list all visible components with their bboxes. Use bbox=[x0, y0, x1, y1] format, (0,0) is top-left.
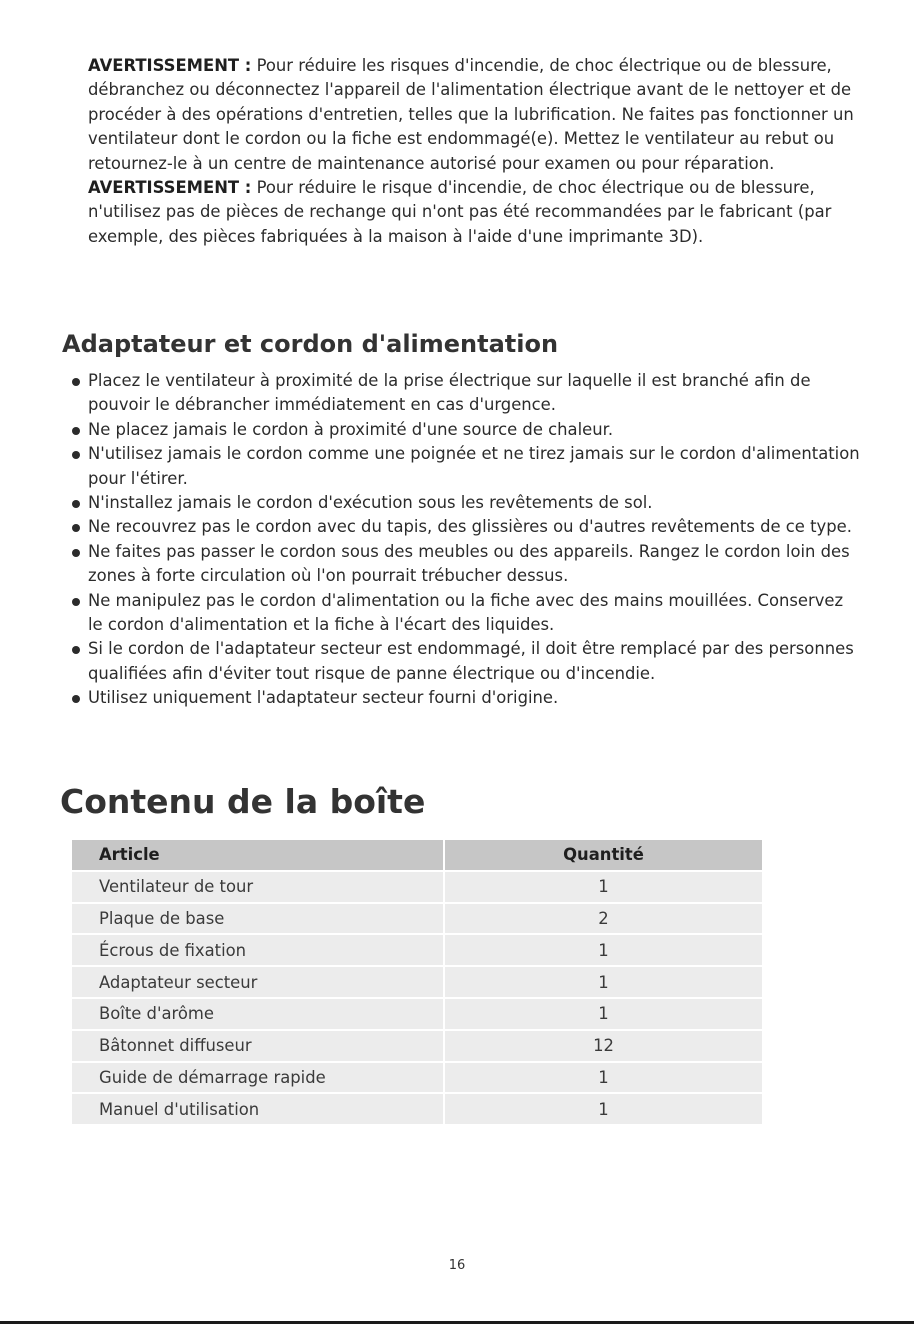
table-row bbox=[72, 1063, 762, 1093]
cell-quantity: 1 bbox=[445, 935, 762, 965]
list-item bbox=[72, 369, 862, 418]
table-row bbox=[72, 872, 762, 902]
list-item-text: Ne placez jamais le cordon à proximité d'une source de chaleur. bbox=[88, 419, 614, 439]
bullet-icon bbox=[72, 378, 80, 386]
warning-paragraph bbox=[88, 176, 868, 249]
list-item bbox=[72, 637, 862, 686]
list-item bbox=[72, 515, 862, 539]
warning-paragraph bbox=[88, 54, 868, 176]
cell-quantity: 12 bbox=[445, 1031, 762, 1061]
bullet-icon bbox=[72, 695, 80, 703]
table-header-row bbox=[72, 840, 762, 870]
column-header-quantity: Quantité bbox=[445, 840, 762, 870]
box-contents-table bbox=[70, 838, 764, 1126]
list-item-text: Si le cordon de l'adaptateur secteur est endommagé, il doit être remplacé par des personnes qualifiées afin d'éviter tout risque de panne électrique ou d'incendie. bbox=[88, 639, 854, 683]
list-item bbox=[72, 686, 862, 710]
box-contents-title: Contenu de la boîte bbox=[60, 782, 426, 821]
bullet-icon bbox=[72, 598, 80, 606]
cell-quantity: 1 bbox=[445, 1094, 762, 1124]
list-item bbox=[72, 491, 862, 515]
list-item-text: N'installez jamais le cordon d'exécution sous les revêtements de sol. bbox=[88, 493, 653, 513]
cell-quantity: 1 bbox=[445, 1063, 762, 1093]
cell-quantity: 1 bbox=[445, 999, 762, 1029]
table-row bbox=[72, 935, 762, 965]
table-row bbox=[72, 967, 762, 997]
list-item bbox=[72, 418, 862, 442]
adapter-safety-list bbox=[72, 369, 862, 711]
cell-article: Ventilateur de tour bbox=[72, 872, 443, 902]
list-item-text: Ne faites pas passer le cordon sous des meubles ou des appareils. Rangez le cordon loin des zones à forte circulation où l'on pourrait trébucher dessus. bbox=[88, 541, 850, 586]
column-header-article: Article bbox=[72, 840, 443, 870]
cell-quantity: 1 bbox=[445, 872, 762, 902]
cell-quantity: 1 bbox=[445, 967, 762, 997]
bullet-icon bbox=[72, 451, 80, 459]
warning-label: AVERTISSEMENT : bbox=[88, 56, 252, 75]
bullet-icon bbox=[72, 500, 80, 508]
cell-article: Guide de démarrage rapide bbox=[72, 1063, 443, 1093]
cell-article: Manuel d'utilisation bbox=[72, 1094, 443, 1124]
list-item bbox=[72, 540, 862, 589]
list-item-text: Placez le ventilateur à proximité de la prise électrique sur laquelle il est branché afin de pouvoir le débrancher immédiatement en cas d'urgence. bbox=[88, 371, 811, 415]
list-item bbox=[72, 442, 862, 491]
cell-article: Bâtonnet diffuseur bbox=[72, 1031, 443, 1061]
cell-article: Écrous de fixation bbox=[72, 935, 443, 965]
bullet-icon bbox=[72, 427, 80, 435]
bullet-icon bbox=[72, 549, 80, 557]
adapter-section-title: Adaptateur et cordon d'alimentation bbox=[62, 330, 559, 358]
warnings-block bbox=[88, 54, 868, 249]
table-row bbox=[72, 1094, 762, 1124]
warning-label: AVERTISSEMENT : bbox=[88, 178, 252, 198]
warning-text: Pour réduire les risques d'incendie, de choc électrique ou de blessure, débranchez ou déconnectez l'appareil de l'alimentation électrique avant de le nettoyer et de procéder à des opérations d'entretien, telles que la lubrification. Ne faites pas fonctionner un ventilateur dont le cordon ou la fiche est endommagé(e). Mettez le ventilateur au rebut ou retournez-le à un centre de maintenance autorisé pour examen ou pour réparation. bbox=[88, 56, 854, 173]
cell-article: Plaque de base bbox=[72, 904, 443, 934]
table-row bbox=[72, 1031, 762, 1061]
page-number: 16 bbox=[448, 1258, 466, 1273]
list-item-text: N'utilisez jamais le cordon comme une poignée et ne tirez jamais sur le cordon d'alimentation pour l'étirer. bbox=[88, 444, 860, 488]
warning-text: Pour réduire le risque d'incendie, de choc électrique ou de blessure, n'utilisez pas de pièces de rechange qui n'ont pas été recommandées par le fabricant (par exemple, des pièces fabriquées à la maison à l'aide d'une imprimante 3D). bbox=[88, 178, 832, 246]
bullet-icon bbox=[72, 646, 80, 654]
bullet-icon bbox=[72, 524, 80, 532]
list-item-text: Utilisez uniquement l'adaptateur secteur fourni d'origine. bbox=[88, 688, 559, 708]
cell-article: Adaptateur secteur bbox=[72, 967, 443, 997]
table-row bbox=[72, 904, 762, 934]
list-item-text: Ne recouvrez pas le cordon avec du tapis, des glissières ou d'autres revêtements de ce type. bbox=[88, 517, 852, 537]
list-item bbox=[72, 589, 862, 638]
cell-quantity: 2 bbox=[445, 904, 762, 934]
cell-article: Boîte d'arôme bbox=[72, 999, 443, 1029]
list-item-text: Ne manipulez pas le cordon d'alimentation ou la fiche avec des mains mouillées. Conservez le cordon d'alimentation et la fiche à l'écart des liquides. bbox=[88, 590, 844, 635]
table-row bbox=[72, 999, 762, 1029]
